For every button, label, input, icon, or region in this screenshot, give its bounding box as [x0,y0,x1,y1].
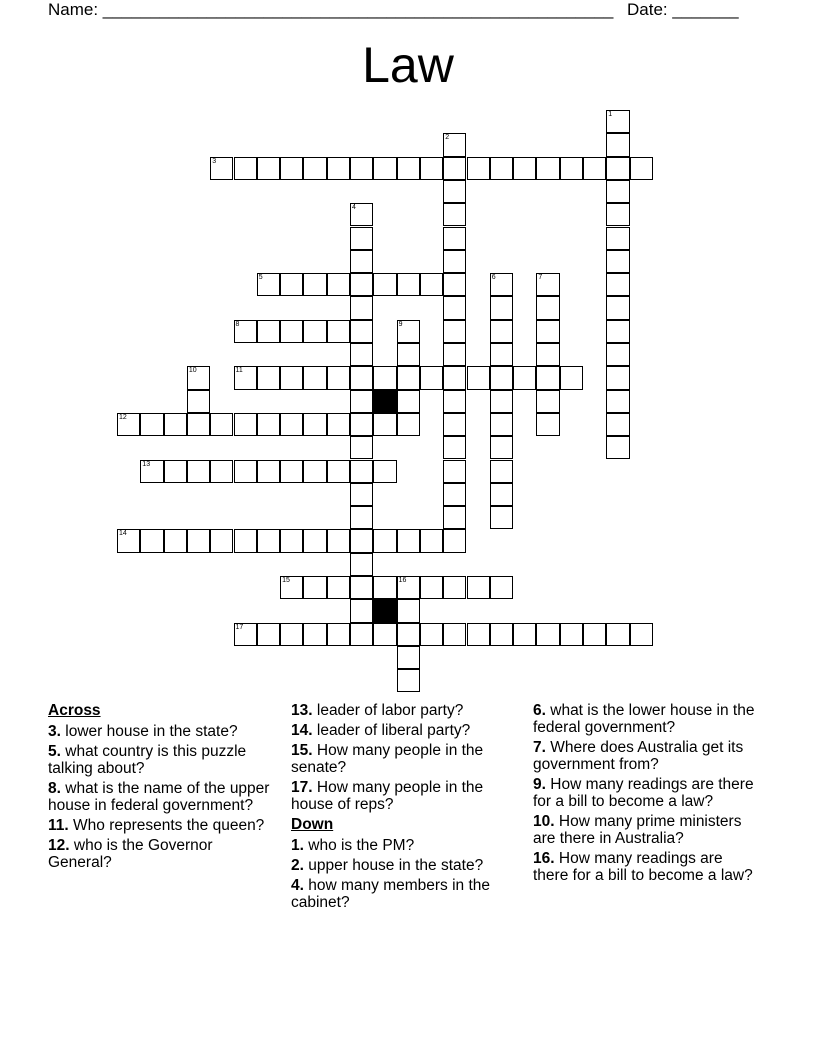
grid-cell[interactable] [397,390,420,413]
grid-cell[interactable] [606,436,629,459]
grid-cell[interactable] [280,576,303,599]
grid-cell[interactable] [303,320,326,343]
grid-cell[interactable] [164,529,187,552]
grid-cell[interactable] [467,157,490,180]
grid-cell[interactable] [443,576,466,599]
grid-cell[interactable] [606,366,629,389]
grid-cell[interactable] [280,366,303,389]
grid-cell[interactable] [490,273,513,296]
grid-cell[interactable] [513,366,536,389]
grid-cell[interactable] [443,343,466,366]
grid-cell[interactable] [397,157,420,180]
grid-cell[interactable] [303,157,326,180]
grid-cell[interactable] [327,623,350,646]
grid-cell[interactable] [490,296,513,319]
clue-down-16: 16. How many readings are there for a bill to become a law? [533,850,753,884]
grid-cell[interactable] [350,553,373,576]
grid-cell[interactable] [350,273,373,296]
grid-cell[interactable] [443,296,466,319]
grid-cell[interactable] [443,320,466,343]
grid-cell[interactable] [490,157,513,180]
clue-number: 11 [235,367,243,375]
clue-column-1 [48,702,273,874]
grid-cell[interactable] [350,343,373,366]
grid-cell[interactable] [443,366,466,389]
grid-cell[interactable] [210,529,233,552]
grid-cell[interactable] [606,390,629,413]
grid-cell[interactable] [327,273,350,296]
grid-cell[interactable] [443,250,466,273]
grid-cell[interactable] [443,227,466,250]
grid-cell[interactable] [443,506,466,529]
grid-cell[interactable] [303,366,326,389]
grid-cell[interactable] [303,576,326,599]
grid-cell[interactable] [373,623,396,646]
grid-cell[interactable] [536,273,559,296]
grid-cell[interactable] [606,227,629,250]
clue-number: 14 [119,530,127,538]
clue-down-6: 6. what is the lower house in the federal government? [533,702,755,736]
grid-cell[interactable] [490,576,513,599]
grid-cell[interactable] [606,110,629,133]
clue-number: 1 [608,111,613,118]
grid-cell[interactable] [234,623,257,646]
grid-cell[interactable] [257,413,280,436]
grid-cell[interactable] [606,296,629,319]
grid-cell[interactable] [630,157,653,180]
grid-cell[interactable] [187,390,210,413]
grid-cell[interactable] [210,157,233,180]
grid-cell[interactable] [606,623,629,646]
grid-cell[interactable] [536,390,559,413]
clue-column-2 [291,702,516,914]
clue-down-2: 2. upper house in the state? [291,857,484,874]
grid-cell[interactable] [234,529,257,552]
grid-cell[interactable] [117,413,140,436]
grid-cell[interactable] [140,460,163,483]
down-heading: Down [291,816,334,833]
grid-cell[interactable] [234,413,257,436]
clue-across-12: 12. who is the Governor General? [48,837,213,871]
grid-cell[interactable] [234,320,257,343]
grid-cell[interactable] [373,413,396,436]
grid-cell[interactable] [350,529,373,552]
grid-cell[interactable] [420,157,443,180]
grid-cell[interactable] [327,320,350,343]
grid-cell[interactable] [373,576,396,599]
grid-cell[interactable] [490,483,513,506]
grid-cell[interactable] [257,366,280,389]
grid-cell[interactable] [397,320,420,343]
clue-down-7: 7. Where does Australia get its government from? [533,739,744,773]
grid-cell[interactable] [350,157,373,180]
puzzle-title: Law [362,37,454,93]
clue-number: 13 [142,460,151,468]
grid-cell[interactable] [420,273,443,296]
clue-down-1: 1. who is the PM? [291,837,415,854]
grid-cell[interactable] [280,320,303,343]
grid-cell[interactable] [443,529,466,552]
grid-cell[interactable] [443,203,466,226]
grid-cell[interactable] [350,227,373,250]
grid-cell[interactable] [513,623,536,646]
grid-cell[interactable] [606,157,629,180]
clue-number: 15 [282,577,290,584]
grid-cell[interactable] [420,366,443,389]
clue-across-14: 14. leader of liberal party? [291,722,471,739]
grid-cell[interactable] [280,413,303,436]
grid-cell[interactable] [536,343,559,366]
grid-cell[interactable] [303,413,326,436]
grid-cell[interactable] [280,460,303,483]
grid-cell[interactable] [350,390,373,413]
grid-cell[interactable] [397,343,420,366]
grid-cell[interactable] [397,366,420,389]
grid-cell[interactable] [630,623,653,646]
grid-cell[interactable] [490,436,513,459]
grid-cell[interactable] [490,506,513,529]
grid-cell[interactable] [606,343,629,366]
grid-block [373,390,396,413]
grid-cell[interactable] [350,436,373,459]
clue-number: 2 [445,134,450,142]
grid-cell[interactable] [467,576,490,599]
clue-number: 8 [235,320,240,328]
grid-cell[interactable] [303,623,326,646]
clue-number: 3 [212,157,217,165]
grid-cell[interactable] [164,460,187,483]
grid-cell[interactable] [280,273,303,296]
grid-cell[interactable] [350,203,373,226]
grid-cell[interactable] [350,413,373,436]
grid-cell[interactable] [397,623,420,646]
grid-cell[interactable] [443,180,466,203]
grid-cell[interactable] [443,623,466,646]
grid-cell[interactable] [327,460,350,483]
clue-number: 12 [119,413,127,421]
grid-cell[interactable] [420,623,443,646]
grid-cell[interactable] [397,669,420,692]
grid-cell[interactable] [350,623,373,646]
grid-cell[interactable] [303,273,326,296]
grid-cell[interactable] [583,157,606,180]
across-heading: Across [48,702,101,719]
grid-cell[interactable] [560,366,583,389]
grid-cell[interactable] [327,529,350,552]
grid-cell[interactable] [443,273,466,296]
grid-cell[interactable] [490,390,513,413]
grid-cell[interactable] [350,599,373,622]
grid-cell[interactable] [536,366,559,389]
grid-cell[interactable] [420,576,443,599]
clue-number: 17 [235,623,244,631]
grid-cell[interactable] [350,320,373,343]
grid-cell[interactable] [234,460,257,483]
grid-cell[interactable] [490,623,513,646]
grid-cell[interactable] [280,529,303,552]
grid-cell[interactable] [187,460,210,483]
clue-down-9: 9. How many readings are there for a bill to become a law? [533,776,754,810]
grid-cell[interactable] [257,529,280,552]
grid-cell[interactable] [373,460,396,483]
grid-cell[interactable] [467,366,490,389]
grid-cell[interactable] [280,623,303,646]
grid-cell[interactable] [327,576,350,599]
grid-cell[interactable] [397,646,420,669]
grid-cell[interactable] [490,366,513,389]
clue-across-5: 5. what country is this puzzle talking about? [48,743,247,777]
grid-cell[interactable] [443,413,466,436]
grid-cell[interactable] [560,157,583,180]
clue-number: 7 [538,274,543,282]
grid-cell[interactable] [117,529,140,552]
clue-number: 10 [188,367,197,375]
clue-across-3: 3. lower house in the state? [48,723,238,740]
grid-cell[interactable] [327,366,350,389]
grid-cell[interactable] [303,460,326,483]
date-field[interactable]: Date: _______ [627,0,739,19]
grid-cell[interactable] [373,273,396,296]
grid-cell[interactable] [164,413,187,436]
clue-number: 4 [352,204,356,212]
grid-cell[interactable] [350,366,373,389]
grid-cell[interactable] [257,157,280,180]
grid-cell[interactable] [443,390,466,413]
clue-across-15: 15. How many people in the senate? [291,742,484,776]
grid-cell[interactable] [373,529,396,552]
grid-cell[interactable] [257,320,280,343]
clue-down-4: 4. how many members in the cabinet? [291,877,491,911]
grid-cell[interactable] [350,576,373,599]
grid-cell[interactable] [187,366,210,389]
clue-number: 16 [398,577,407,584]
grid-cell[interactable] [350,460,373,483]
grid-cell[interactable] [257,460,280,483]
grid-cell[interactable] [536,320,559,343]
grid-cell[interactable] [606,320,629,343]
clue-number: 5 [258,274,263,282]
grid-cell[interactable] [606,273,629,296]
grid-cell[interactable] [140,413,163,436]
grid-cell[interactable] [490,460,513,483]
grid-cell[interactable] [606,180,629,203]
grid-cell[interactable] [210,413,233,436]
grid-cell[interactable] [606,133,629,156]
clue-across-11: 11. Who represents the queen? [48,817,265,834]
grid-cell[interactable] [443,157,466,180]
clue-across-13: 13. leader of labor party? [291,702,464,719]
grid-cell[interactable] [513,157,536,180]
grid-cell[interactable] [210,460,233,483]
grid-cell[interactable] [350,483,373,506]
grid-cell[interactable] [536,296,559,319]
grid-cell[interactable] [397,273,420,296]
grid-cell[interactable] [467,623,490,646]
grid-cell[interactable] [443,436,466,459]
grid-cell[interactable] [606,250,629,273]
clue-number: 9 [398,320,403,328]
grid-cell[interactable] [583,623,606,646]
grid-cell[interactable] [606,203,629,226]
grid-cell[interactable] [490,343,513,366]
grid-cell[interactable] [536,157,559,180]
grid-cell[interactable] [397,599,420,622]
name-field[interactable]: Name: ______________________________________________________ [48,0,614,19]
clue-down-10: 10. How many prime ministers are there in Australia? [533,813,742,847]
grid-cell[interactable] [560,623,583,646]
grid-cell[interactable] [536,413,559,436]
grid-cell[interactable] [397,413,420,436]
grid-cell[interactable] [490,320,513,343]
grid-cell[interactable] [490,413,513,436]
grid-block [373,599,396,622]
grid-cell[interactable] [397,576,420,599]
grid-cell[interactable] [350,250,373,273]
grid-cell[interactable] [443,133,466,156]
grid-cell[interactable] [257,623,280,646]
grid-cell[interactable] [280,157,303,180]
grid-cell[interactable] [303,529,326,552]
grid-cell[interactable] [373,366,396,389]
grid-cell[interactable] [327,157,350,180]
grid-cell[interactable] [536,623,559,646]
grid-cell[interactable] [187,529,210,552]
grid-cell[interactable] [350,506,373,529]
grid-cell[interactable] [187,413,210,436]
grid-cell[interactable] [373,157,396,180]
grid-cell[interactable] [350,296,373,319]
grid-cell[interactable] [420,529,443,552]
grid-cell[interactable] [234,157,257,180]
grid-cell[interactable] [257,273,280,296]
grid-cell[interactable] [327,413,350,436]
grid-cell[interactable] [140,529,163,552]
clue-across-17: 17. How many people in the house of reps? [291,779,484,813]
grid-cell[interactable] [397,529,420,552]
grid-cell[interactable] [443,483,466,506]
grid-cell[interactable] [606,413,629,436]
clue-number: 6 [491,274,496,282]
clue-column-3 [533,702,758,887]
grid-cell[interactable] [234,366,257,389]
clue-across-8: 8. what is the name of the upper house in federal government? [48,780,270,814]
grid-cell[interactable] [443,460,466,483]
